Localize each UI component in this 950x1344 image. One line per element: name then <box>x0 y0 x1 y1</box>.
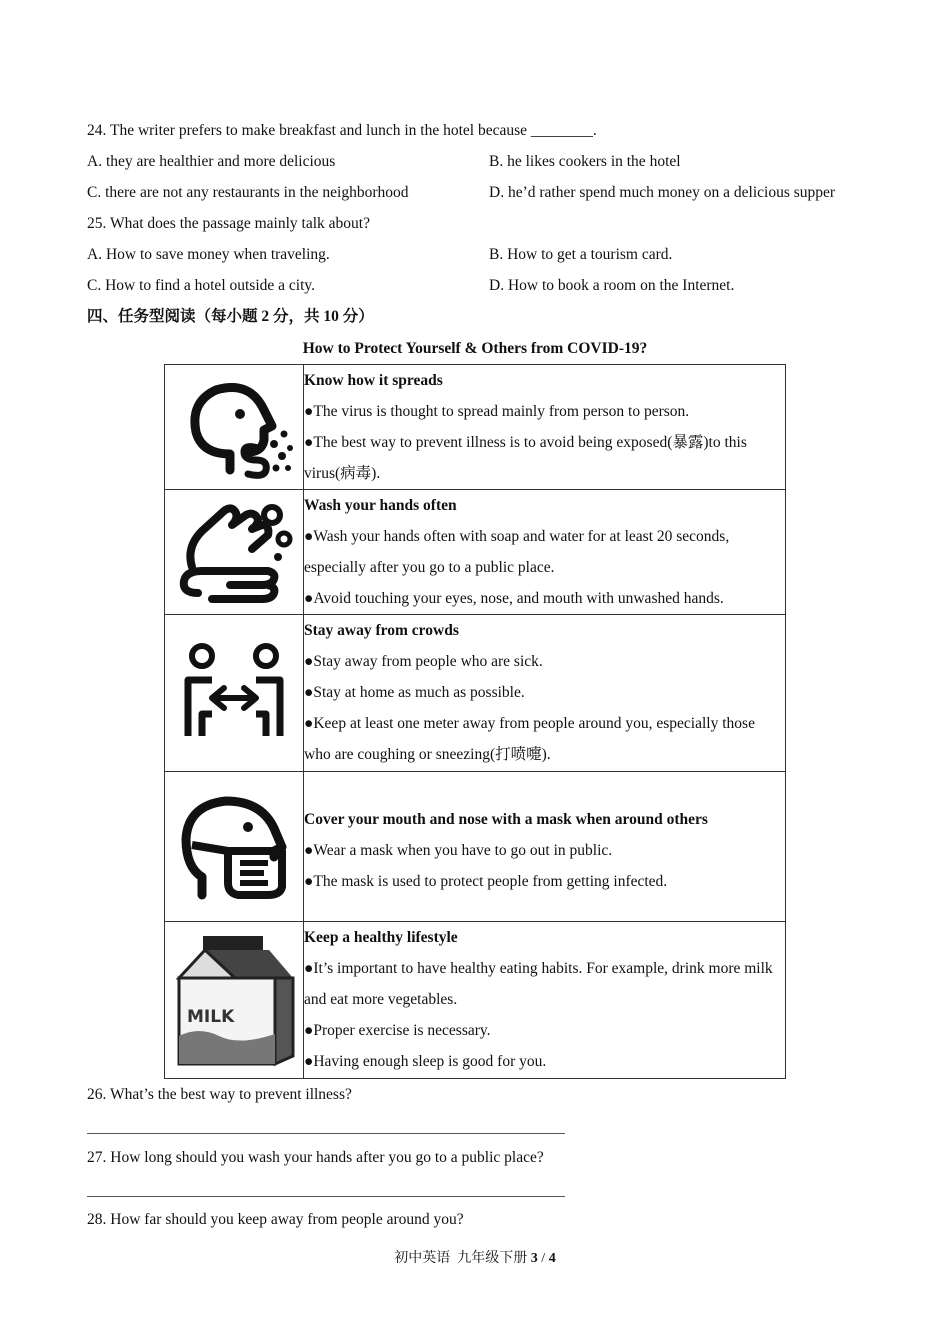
table-row <box>165 490 786 615</box>
row-heading: Keep a healthy lifestyle <box>304 929 458 946</box>
question-28: 28. How far should you keep away from people around you? <box>87 1211 464 1228</box>
question-24-option-d: D. he’d rather spend much money on a delicious supper <box>489 184 836 201</box>
bullet: ●Stay at home as much as possible. <box>304 684 525 701</box>
icon-cell <box>165 365 304 490</box>
text-cell <box>304 922 786 1079</box>
footer-subject: 初中英语 <box>394 1251 451 1266</box>
wash-hands-icon <box>172 497 296 607</box>
footer-separator: / <box>541 1251 546 1266</box>
question-25-stem: 25. What does the passage mainly talk about? <box>87 215 370 232</box>
face-mask-icon <box>172 787 296 907</box>
section-heading: 四、任务型阅读（每小题 2 分，共 10 分） <box>87 308 374 325</box>
bullet: ●Having enough sleep is good for you. <box>304 1053 547 1070</box>
covid-tips-table <box>164 364 786 1079</box>
text-cell <box>304 615 786 772</box>
question-24-stem: 24. The writer prefers to make breakfast and lunch in the hotel because ________. <box>87 122 597 139</box>
table-row <box>165 365 786 490</box>
bullet: ●Avoid touching your eyes, nose, and mouth with unwashed hands. <box>304 590 724 607</box>
bullet: ●Wash your hands often with soap and water for at least 20 seconds, especially after you go to a public place. <box>304 528 730 576</box>
bullet: ●The mask is used to protect people from getting infected. <box>304 873 668 890</box>
bullet: ●The best way to prevent illness is to avoid being exposed(暴露)to this virus(病毒). <box>304 434 747 482</box>
text-cell <box>304 490 786 615</box>
bullet: ●Keep at least one meter away from people around you, especially those who are coughing or sneezing(打喷嚏). <box>304 715 755 763</box>
question-24-option-b: B. he likes cookers in the hotel <box>489 153 681 170</box>
page-footer <box>0 1247 950 1267</box>
milk-carton-icon <box>169 930 299 1070</box>
bullet: ●Wear a mask when you have to go out in public. <box>304 842 613 859</box>
cough-head-icon <box>172 372 296 482</box>
text-cell <box>304 365 786 490</box>
row-heading: Wash your hands often <box>304 497 457 514</box>
table-row <box>165 615 786 772</box>
question-27: 27. How long should you wash your hands after you go to a public place? <box>87 1149 544 1166</box>
table-row <box>165 772 786 922</box>
icon-cell <box>165 490 304 615</box>
footer-page-total: 4 <box>548 1251 556 1266</box>
bullet: ●Proper exercise is necessary. <box>304 1022 491 1039</box>
bullet: ●Stay away from people who are sick. <box>304 653 543 670</box>
bullet: ●The virus is thought to spread mainly from person to person. <box>304 403 690 420</box>
milk-label: MILK <box>187 1007 235 1027</box>
icon-cell <box>165 615 304 772</box>
row-heading: Stay away from crowds <box>304 622 459 639</box>
answer-line-26[interactable] <box>87 1133 565 1134</box>
question-26: 26. What’s the best way to prevent illness? <box>87 1086 352 1103</box>
text-cell <box>304 772 786 922</box>
table-row <box>165 922 786 1079</box>
question-24-option-c: C. there are not any restaurants in the neighborhood <box>87 184 409 201</box>
social-distance-icon <box>172 638 296 748</box>
question-25-option-b: B. How to get a tourism card. <box>489 246 673 263</box>
question-25-option-d: D. How to book a room on the Internet. <box>489 277 735 294</box>
question-25-option-a: A. How to save money when traveling. <box>87 246 330 263</box>
row-heading: Know how it spreads <box>304 372 443 389</box>
icon-cell <box>165 772 304 922</box>
answer-line-27[interactable] <box>87 1196 565 1197</box>
footer-grade: 九年级下册 <box>457 1251 528 1266</box>
question-25-option-c: C. How to find a hotel outside a city. <box>87 277 316 294</box>
footer-page-number: 3 <box>530 1251 538 1266</box>
row-heading: Cover your mouth and nose with a mask when around others <box>304 811 708 828</box>
question-24-option-a: A. they are healthier and more delicious <box>87 153 336 170</box>
icon-cell <box>165 922 304 1079</box>
table-title: How to Protect Yourself & Others from COVID-19? <box>302 340 648 357</box>
bullet: ●It’s important to have healthy eating habits. For example, drink more milk and eat more vegetables. <box>304 960 773 1008</box>
